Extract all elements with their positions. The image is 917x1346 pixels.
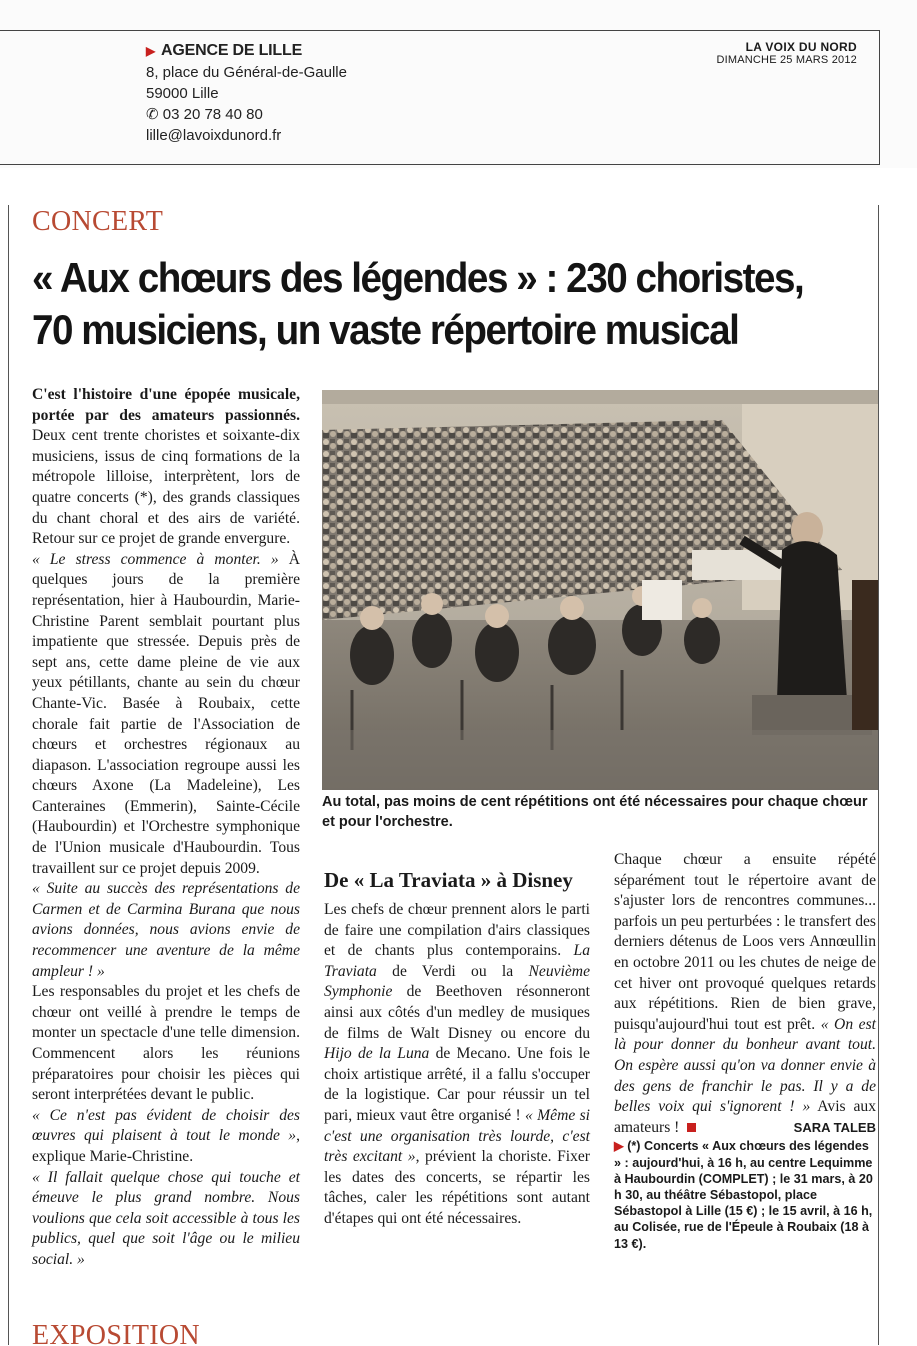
paragraph-4-text: , explique Marie-Christine. bbox=[32, 1127, 300, 1165]
concert-dates-text: (*) Concerts « Aux chœurs des légendes » : aujourd'hui, à 16 h, au centre Lequimme à Haubourdin (COMPLET) ; le 31 mars, à 20 h 30, au théâtre Sébastopol, place Sébastopol à Lille (15 €) ; le 15 avril, à 16 h, au Colisée, rue de l'Épeule à Roubaix (18 à 13 €). bbox=[614, 1139, 873, 1251]
phone-icon: ✆ bbox=[146, 106, 159, 123]
agency-block bbox=[146, 40, 347, 146]
right-margin-rule bbox=[878, 205, 879, 1345]
agency-phone-row bbox=[146, 104, 347, 125]
paragraph-7-text: Chaque chœur a ensuite répété séparément tout le répertoire avant de s'ajuster lors de rencontres communes... parfois un peu perturbées : le transfert des derniers détenus de Loos vers Annœullin en octobre 2011 ou les chutes de neige de cet hiver ont provoqué quelques retards aux répétitions. Rien de bien grave, puisqu'aujourd'hui tout est prêt. bbox=[614, 851, 876, 1033]
paragraph-quote-2 bbox=[32, 879, 300, 982]
newspaper-block bbox=[716, 40, 857, 66]
headline-line-2: 70 musiciens, un vaste répertoire musical bbox=[32, 306, 739, 353]
page-header bbox=[0, 0, 917, 168]
article-photo bbox=[322, 390, 878, 790]
p5-part-c: de Verdi ou la bbox=[376, 962, 529, 980]
quote-4: « Il fallait quelque chose qui touche et émeuve le plus grand nombre. Nous voulions que cela soit accessible à tous les publics, quel que soit l'âge ou le milieu social. » bbox=[32, 1168, 300, 1268]
p5-part-e: de Beethoven résonneront ainsi aux côtés d'un medley de musiques de films de Walt Disney ou encore du bbox=[324, 983, 590, 1042]
agency-email: lille@lavoixdunord.fr bbox=[146, 127, 282, 144]
article-subhead: De « La Traviata » à Disney bbox=[324, 868, 573, 892]
p5-part-a: Les chefs de chœur prennent alors le parti de faire une compilation d'airs classiques et de chants plus contemporains. bbox=[324, 901, 590, 960]
agency-address-2: 59000 Lille bbox=[146, 85, 219, 102]
left-margin-rule bbox=[8, 205, 9, 1345]
paragraph-2 bbox=[32, 550, 300, 880]
photo-caption: Au total, pas moins de cent répétitions ont été nécessaires pour chaque chœur et pour l'orchestre. bbox=[322, 794, 868, 830]
orchestra-photo-illustration bbox=[322, 390, 878, 790]
paragraph-8: Avis aux amateurs ! bbox=[614, 1098, 876, 1136]
paragraph-7 bbox=[614, 850, 876, 1138]
paragraph-1: Deux cent trente choristes et soixante-dix musiciens, issus de cinq formations de la métropole lilloise, interprètent, lors de quatre concerts (*), des grands classiques du chant choral et des airs de variété. Retour sur ce projet de grande envergure. bbox=[32, 427, 300, 548]
agency-name: AGENCE DE LILLE bbox=[161, 42, 303, 59]
p5-part-g: de Mecano. Une fois le choix artistique arrêté, il a fallu s'occuper de la logistique. Car pour réussir un tel pari, mieux vaut être organisé ! bbox=[324, 1045, 590, 1124]
quote-3: « Ce n'est pas évident de choisir des œuvres qui plaisent à tout le monde » bbox=[32, 1106, 300, 1145]
article-column-3 bbox=[614, 850, 876, 1252]
concert-dates-note bbox=[614, 1138, 876, 1251]
headline-line-1: « Aux chœurs des légendes » : 230 choristes, bbox=[32, 254, 804, 301]
lead-text: C'est l'histoire d'une épopée musicale, portée par des amateurs passionnés. bbox=[32, 386, 300, 424]
work-title-symphonie: Neuvième Symphonie bbox=[324, 962, 590, 1001]
paragraph-4 bbox=[32, 1106, 300, 1168]
newspaper-date: DIMANCHE 25 MARS 2012 bbox=[716, 54, 857, 66]
quote-5: « Même si c'est une organisation très lourde, c'est très excitant » bbox=[324, 1106, 590, 1166]
work-title-traviata: La Traviata bbox=[324, 942, 590, 980]
newspaper-name: LA VOIX DU NORD bbox=[745, 40, 857, 54]
paragraph-3: Les responsables du projet et les chefs de chœur ont veillé à prendre le temps de monter un spectacle d'une telle dimension. Commencent alors les réunions préparatoires pour choisir les pièces qui seront interprétées devant le public. bbox=[32, 983, 300, 1104]
paragraph-lead bbox=[32, 385, 300, 550]
paragraph-quote-4 bbox=[32, 1168, 300, 1271]
quote-2: « Suite au succès des représentations de Carmen et de Carmina Burana que nous avions données, nous avions envie de recommencer une aventure de la même ampleur ! » bbox=[32, 880, 300, 980]
quote-6: « On est là pour donner du bonheur avant tout. On espère aussi qu'on va donner envie à des gens de franchir le pas. Il y a de belles voix qui s'ignorent ! » bbox=[614, 1015, 876, 1116]
work-title-hijo: Hijo de la Luna bbox=[324, 1045, 430, 1063]
end-mark-icon bbox=[687, 1123, 696, 1132]
paragraph-5 bbox=[324, 900, 590, 1230]
article-kicker: CONCERT bbox=[32, 206, 164, 237]
triangle-bullet-icon: ▶ bbox=[614, 1139, 624, 1154]
article-headline bbox=[32, 252, 814, 356]
next-section-kicker: EXPOSITION bbox=[32, 1320, 200, 1346]
agency-title bbox=[146, 40, 347, 62]
quote-1: « Le stress commence à monter. » bbox=[32, 550, 279, 568]
triangle-bullet-icon: ▶ bbox=[146, 44, 156, 58]
paragraph-2-text: À quelques jours de la première représentation, hier à Haubourdin, Marie-Christine Parent semblait pourtant plus impatiente que stressée. Depuis près de sept ans, cette dame pleine de vie aux yeux pétillants, chante au sein du chœur Chante-Vic. Basée à Roubaix, cette chorale fait partie de l'Association de chœurs et orchestres régionaux au diapason. L'association regroupe aussi les chœurs Axone (La Madeleine), Les Canteraines (Emmerin), Sainte-Cécile (Haubourdin) et l'Orchestre symphonique de l'Union musicale d'Haubourdin. Tous travaillent sur ce projet depuis 2009. bbox=[32, 550, 300, 877]
agency-phone: 03 20 78 40 80 bbox=[162, 106, 263, 123]
article-column-2 bbox=[324, 850, 590, 1230]
author-signature: SARA TALEB bbox=[793, 1119, 876, 1135]
agency-address-1: 8, place du Général-de-Gaulle bbox=[146, 64, 347, 81]
paragraph-6: , prévient la choriste. Fixer les dates des concerts, se répartir les tâches, caler les répétitions sont autant d'étapes qui ont été nécessaires. bbox=[324, 1148, 591, 1227]
article-column-1 bbox=[32, 385, 300, 1271]
